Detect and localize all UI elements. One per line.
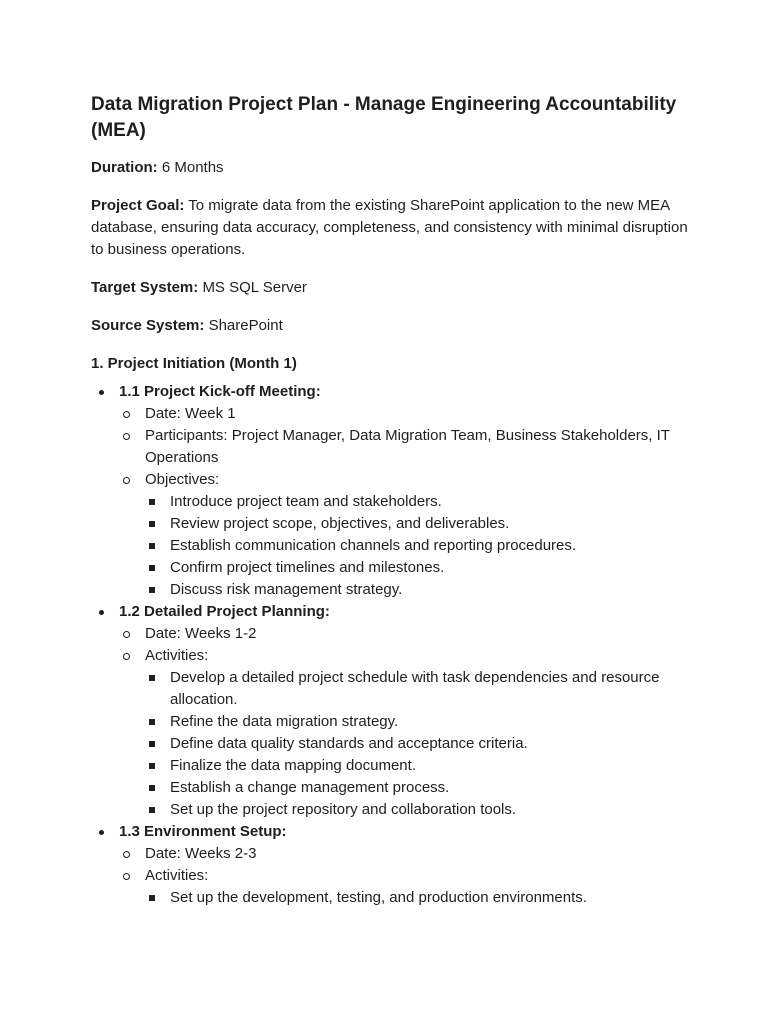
source-system-label: Source System:: [91, 317, 205, 334]
circle-bullet-icon: [123, 477, 130, 484]
sublist-item-text: Date: Week 1: [145, 405, 236, 422]
target-system-line: [91, 277, 691, 299]
sub-sublist-item-text: Define data quality standards and acceptance criteria.: [170, 735, 528, 752]
circle-bullet-icon: [123, 653, 130, 660]
sub-sublist: [145, 887, 691, 909]
sublist-item-text: Activities:: [145, 647, 209, 664]
sub-sublist-item-text: Introduce project team and stakeholders.: [170, 493, 442, 510]
sub-sublist-item-text: Refine the data migration strategy.: [170, 713, 399, 730]
sub-sublist-item-text: Finalize the data mapping document.: [170, 757, 416, 774]
sub-sublist-item: [145, 667, 691, 711]
circle-bullet-icon: [123, 631, 130, 638]
project-goal: [91, 195, 691, 261]
sub-sublist-item-text: Develop a detailed project schedule with task dependencies and resource allocation.: [170, 669, 660, 708]
sub-sublist-item: [145, 535, 691, 557]
sub-sublist-item: [145, 579, 691, 601]
list-item-label: 1.3 Environment Setup:: [119, 823, 287, 840]
sub-sublist-item: [145, 513, 691, 535]
square-bullet-icon: [149, 895, 155, 901]
sublist-item-text: Date: Weeks 1-2: [145, 625, 257, 642]
sublist: [119, 843, 691, 909]
sublist-item: [119, 645, 691, 821]
target-system-value: MS SQL Server: [202, 279, 307, 296]
sub-sublist-item: [145, 777, 691, 799]
duration-line: [91, 157, 691, 179]
circle-bullet-icon: [123, 851, 130, 858]
initiation-list: [91, 381, 691, 909]
sublist-item: [119, 403, 691, 425]
list-item-kickoff: [91, 381, 691, 601]
list-item-environment-setup: [91, 821, 691, 909]
sub-sublist-item-text: Review project scope, objectives, and deliverables.: [170, 515, 510, 532]
square-bullet-icon: [149, 565, 155, 571]
sublist-item-text: Activities:: [145, 867, 209, 884]
circle-bullet-icon: [123, 873, 130, 880]
sub-sublist-item: [145, 799, 691, 821]
sub-sublist-item-text: Establish a change management process.: [170, 779, 450, 796]
sublist-item-text: Participants: Project Manager, Data Migration Team, Business Stakeholders, IT Operations: [145, 427, 670, 466]
square-bullet-icon: [149, 587, 155, 593]
sub-sublist-item: [145, 491, 691, 513]
bullet-icon: [99, 610, 104, 615]
document-page: [91, 92, 691, 909]
square-bullet-icon: [149, 499, 155, 505]
sub-sublist-item-text: Establish communication channels and reporting procedures.: [170, 537, 577, 554]
square-bullet-icon: [149, 719, 155, 725]
sublist-item-text: Objectives:: [145, 471, 220, 488]
list-item-label: 1.1 Project Kick-off Meeting:: [119, 383, 321, 400]
list-item-detailed-planning: [91, 601, 691, 821]
square-bullet-icon: [149, 741, 155, 747]
square-bullet-icon: [149, 543, 155, 549]
square-bullet-icon: [149, 675, 155, 681]
sublist-item: [119, 843, 691, 865]
sub-sublist-item: [145, 711, 691, 733]
sub-sublist-item: [145, 755, 691, 777]
sub-sublist-item-text: Set up the project repository and collaboration tools.: [170, 801, 517, 818]
bullet-icon: [99, 390, 104, 395]
sublist: [119, 623, 691, 821]
sub-sublist-item-text: Set up the development, testing, and production environments.: [170, 889, 587, 906]
sub-sublist-item: [145, 733, 691, 755]
square-bullet-icon: [149, 785, 155, 791]
square-bullet-icon: [149, 807, 155, 813]
bullet-icon: [99, 830, 104, 835]
duration-value: 6 Months: [161, 159, 224, 176]
sub-sublist: [145, 667, 691, 821]
sublist-item-text: Date: Weeks 2-3: [145, 845, 257, 862]
sublist-item: [119, 469, 691, 601]
sub-sublist-item: [145, 887, 691, 909]
circle-bullet-icon: [123, 433, 130, 440]
sub-sublist-item: [145, 557, 691, 579]
document-title: Data Migration Project Plan - Manage Engineering Accountability (MEA): [91, 94, 677, 141]
sub-sublist-item-text: Discuss risk management strategy.: [170, 581, 403, 598]
square-bullet-icon: [149, 763, 155, 769]
list-item-label: 1.2 Detailed Project Planning:: [119, 603, 330, 620]
sublist-item: [119, 623, 691, 645]
sub-sublist-item-text: Confirm project timelines and milestones.: [170, 559, 445, 576]
sub-sublist: [145, 491, 691, 601]
sublist-item: [119, 425, 691, 469]
circle-bullet-icon: [123, 411, 130, 418]
source-system-line: [91, 315, 691, 337]
section-heading-initiation: 1. Project Initiation (Month 1): [91, 355, 297, 372]
duration-label: Duration:: [91, 159, 158, 176]
target-system-label: Target System:: [91, 279, 199, 296]
sublist: [119, 403, 691, 601]
sublist-item: [119, 865, 691, 909]
source-system-value: SharePoint: [208, 317, 283, 334]
square-bullet-icon: [149, 521, 155, 527]
project-goal-value: To migrate data from the existing SharePoint application to the new MEA database, ensuring data accuracy, completeness, and consistency with minimal disruption to business operations.: [91, 197, 688, 258]
project-goal-label: Project Goal:: [91, 197, 185, 214]
